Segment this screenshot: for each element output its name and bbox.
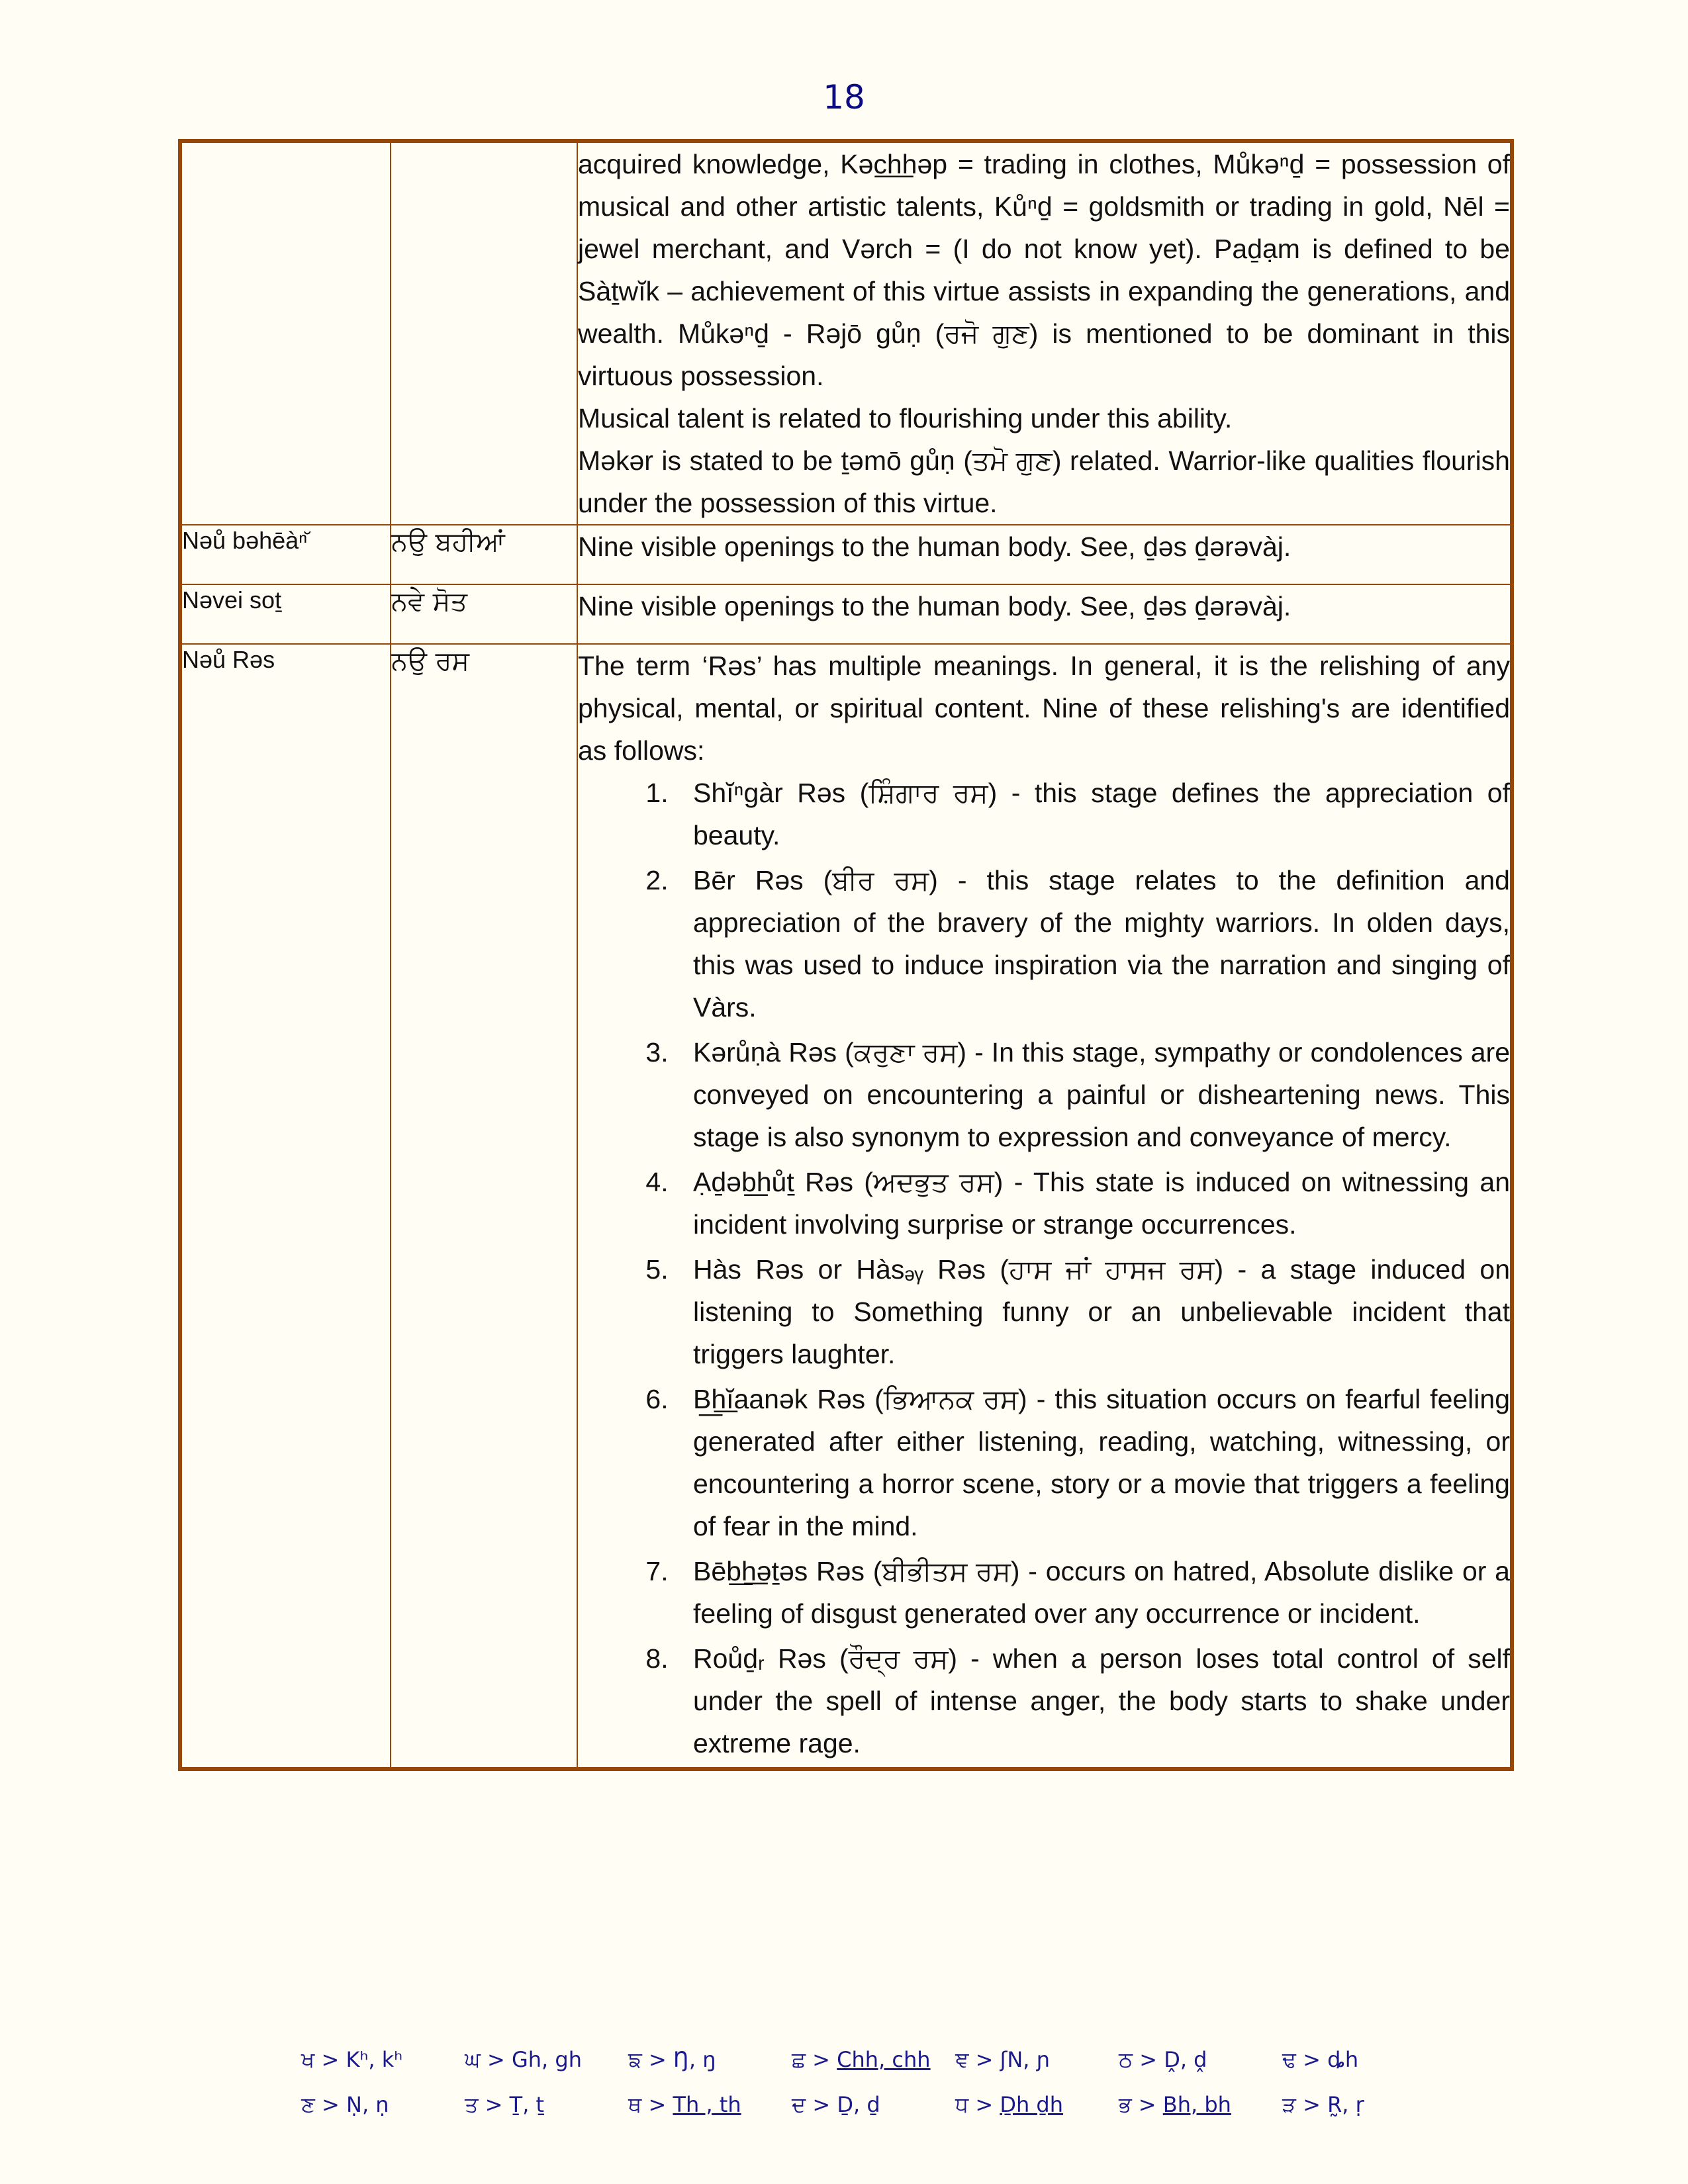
legend-value: Th , th bbox=[673, 2091, 741, 2117]
legend-value: ʃN, ɲ bbox=[1000, 2046, 1051, 2072]
legend-letter: ਤ bbox=[465, 2091, 479, 2117]
table-row bbox=[180, 141, 1512, 525]
legend-row bbox=[301, 2082, 1446, 2127]
legend-entry: ਙ > Ŋ, ŋ bbox=[628, 2046, 716, 2072]
definition-paragraph: Nine visible openings to the human body. See, ḏəs ḏərəvàj. bbox=[578, 591, 1291, 621]
legend-letter: ੜ bbox=[1282, 2091, 1296, 2117]
legend-entry: ਤ > Ṯ, ṯ bbox=[465, 2091, 545, 2117]
legend-value: Bh, bh bbox=[1162, 2091, 1231, 2117]
gurmukhi-cell: ਨਉ ਰਸ bbox=[391, 644, 577, 1769]
term-cell: Nəů bəhēàⁿ̆ bbox=[180, 525, 391, 584]
rasa-item-adbhut: 4. Ạḏəb͟hůṯ Rəs (ਅਦਭੁਤ ਰਸ) - This state is induced on witnessing an incident involving surprise or strange occurrences. bbox=[676, 1161, 1510, 1246]
definition-cell bbox=[577, 584, 1512, 644]
legend-entry: ਠ > Ḓ, ḓ bbox=[1119, 2046, 1207, 2072]
definition-paragraph: Məkər is stated to be ṯəmō gůṇ (ਤਮੋ ਗੁਣ) related. Warrior-like qualities flourish under the possession of this virtue. bbox=[578, 445, 1510, 518]
legend-letter: ਠ bbox=[1119, 2046, 1133, 2072]
table-row bbox=[180, 525, 1512, 584]
legend-row bbox=[301, 2037, 1446, 2082]
legend-letter: ਘ bbox=[465, 2046, 481, 2072]
legend-letter: ਭ bbox=[1119, 2091, 1132, 2117]
gurmukhi-cell bbox=[391, 141, 577, 525]
transliteration-legend bbox=[301, 2037, 1446, 2127]
legend-letter: ਖ bbox=[301, 2046, 315, 2072]
legend-entry: ਖ > Kʰ, kʰ bbox=[301, 2046, 403, 2072]
definition-cell bbox=[577, 644, 1512, 1769]
legend-entry: ਭ > Bh, bh bbox=[1119, 2091, 1231, 2117]
legend-value: R̰, ṛ bbox=[1327, 2091, 1364, 2117]
rasa-item-roudr: 8. Roůḏᵣ Rəs (ਰੌਦ੍ਰ ਰਸ) - when a person loses total control of self under the spell of intense anger, the body starts to shake under extreme rage. bbox=[676, 1637, 1510, 1764]
legend-entry: ੜ > R̰, ṛ bbox=[1282, 2091, 1364, 2117]
legend-value: Kʰ, kʰ bbox=[346, 2046, 403, 2072]
legend-entry: ਘ > Gh, gh bbox=[465, 2046, 582, 2072]
rasa-item-ber: 2. Bēr Rəs (ਬੀਰ ਰਸ) - this stage relates to the definition and appreciation of the bravery of the mighty warriors. In olden days, this was used to induce inspiration via the narration and singing of Vàrs. bbox=[676, 859, 1510, 1028]
term-cell bbox=[180, 141, 391, 525]
legend-entry: ਢ > ȡh bbox=[1282, 2046, 1359, 2072]
rasa-item-shingar: 1. Shĭⁿgàr Rəs (ਸ਼ਿੰਗਾਰ ਰਸ) - this stage defines the appreciation of beauty. bbox=[676, 772, 1510, 856]
legend-letter: ਦ bbox=[792, 2091, 806, 2117]
legend-value: Ŋ, ŋ bbox=[673, 2046, 716, 2072]
legend-entry: ਣ > Ṇ, ṇ bbox=[301, 2091, 389, 2117]
legend-letter: ਧ bbox=[955, 2091, 969, 2117]
legend-entry: ਛ > Chh, chh bbox=[792, 2046, 931, 2072]
legend-value: Gh, gh bbox=[511, 2046, 582, 2072]
definition-paragraph: The term ‘Rəs’ has multiple meanings. In general, it is the relishing of any physical, mental, or spiritual content. Nine of these relishing's are identified as follows: bbox=[578, 651, 1510, 766]
legend-entry: ਞ > ʃN, ɲ bbox=[955, 2046, 1051, 2072]
legend-value: Ḏ, ḏ bbox=[837, 2091, 880, 2117]
rasa-list bbox=[578, 772, 1510, 1764]
page-number: 18 bbox=[823, 78, 865, 116]
table-row bbox=[180, 644, 1512, 1769]
legend-letter: ਢ bbox=[1282, 2046, 1296, 2072]
rasa-item-bhianak: 6. B͟h͟ĭaanək Rəs (ਭਿਆਨਕ ਰਸ) - this situation occurs on fearful feeling generated after either listening, reading, watching, witnessing, or encountering a horror scene, story or a movie that triggers a feeling of fear in the mind. bbox=[676, 1378, 1510, 1547]
legend-letter: ਙ bbox=[628, 2046, 642, 2072]
legend-value: Ṇ, ṇ bbox=[346, 2091, 389, 2117]
legend-value: ȡh bbox=[1327, 2046, 1359, 2072]
glossary-table bbox=[178, 139, 1514, 1771]
legend-value: Ṯ, ṯ bbox=[509, 2091, 545, 2117]
definition-paragraph: Nine visible openings to the human body. See, ḏəs ḏərəvàj. bbox=[578, 531, 1291, 562]
legend-letter: ਥ bbox=[628, 2091, 642, 2117]
legend-entry: ਦ > Ḏ, ḏ bbox=[792, 2091, 880, 2117]
term-cell: Nəů Rəs bbox=[180, 644, 391, 1769]
legend-entry: ਥ > Th , th bbox=[628, 2091, 741, 2117]
legend-letter: ਞ bbox=[955, 2046, 969, 2072]
legend-letter: ਣ bbox=[301, 2091, 315, 2117]
rasa-item-has: 5. Hàs Rəs or Hàsₔᵧ Rəs (ਹਾਸ ਜਾਂ ਹਾਸਜ ਰਸ) - a stage induced on listening to Something funny or an unbelievable incident that triggers laughter. bbox=[676, 1248, 1510, 1375]
rasa-item-karuna: 3. Kərůṇà Rəs (ਕਰੁਣਾ ਰਸ) - In this stage, sympathy or condolences are conveyed on encountering a painful or disheartening news. This stage is also synonym to expression and conveyance of mercy. bbox=[676, 1031, 1510, 1158]
rasa-item-bebhatas: 7. Bēb͟h͟əṯəs Rəs (ਬੀਭੀਤਸ ਰਸ) - occurs on hatred, Absolute dislike or a feeling of disgust generated over any occurrence or incident. bbox=[676, 1550, 1510, 1635]
definition-paragraph: Musical talent is related to flourishing under this ability. bbox=[578, 403, 1233, 433]
table-row bbox=[180, 584, 1512, 644]
legend-entry: ਧ > Ḏh ḏh bbox=[955, 2091, 1064, 2117]
definition-cell bbox=[577, 141, 1512, 525]
legend-letter: ਛ bbox=[792, 2046, 806, 2072]
gurmukhi-cell: ਨਉ ਬਹੀਆਂ bbox=[391, 525, 577, 584]
gurmukhi-cell: ਨਵੇ ਸੋਤ bbox=[391, 584, 577, 644]
legend-value: Chh, chh bbox=[837, 2046, 931, 2072]
legend-value: Ḓ, ḓ bbox=[1164, 2046, 1207, 2072]
legend-value: Ḏh ḏh bbox=[1000, 2091, 1064, 2117]
definition-cell bbox=[577, 525, 1512, 584]
definition-paragraph: acquired knowledge, Kəc͟h͟həp = trading in clothes, Můkəⁿḏ = possession of musical and other artistic talents, Kůⁿḏ = goldsmith or trading in gold, Nēl = jewel merchant, and Vərch = (I do not know yet). Paḏạm is defined to be Sàṯwĭk – achievement of this virtue assists in expanding the generations, and wealth. Můkəⁿḏ - Rəjō gůṇ (ਰਜੋ ਗੁਣ) is mentioned to be dominant in this virtuous possession. bbox=[578, 149, 1510, 391]
term-cell: Nəvei soṯ bbox=[180, 584, 391, 644]
